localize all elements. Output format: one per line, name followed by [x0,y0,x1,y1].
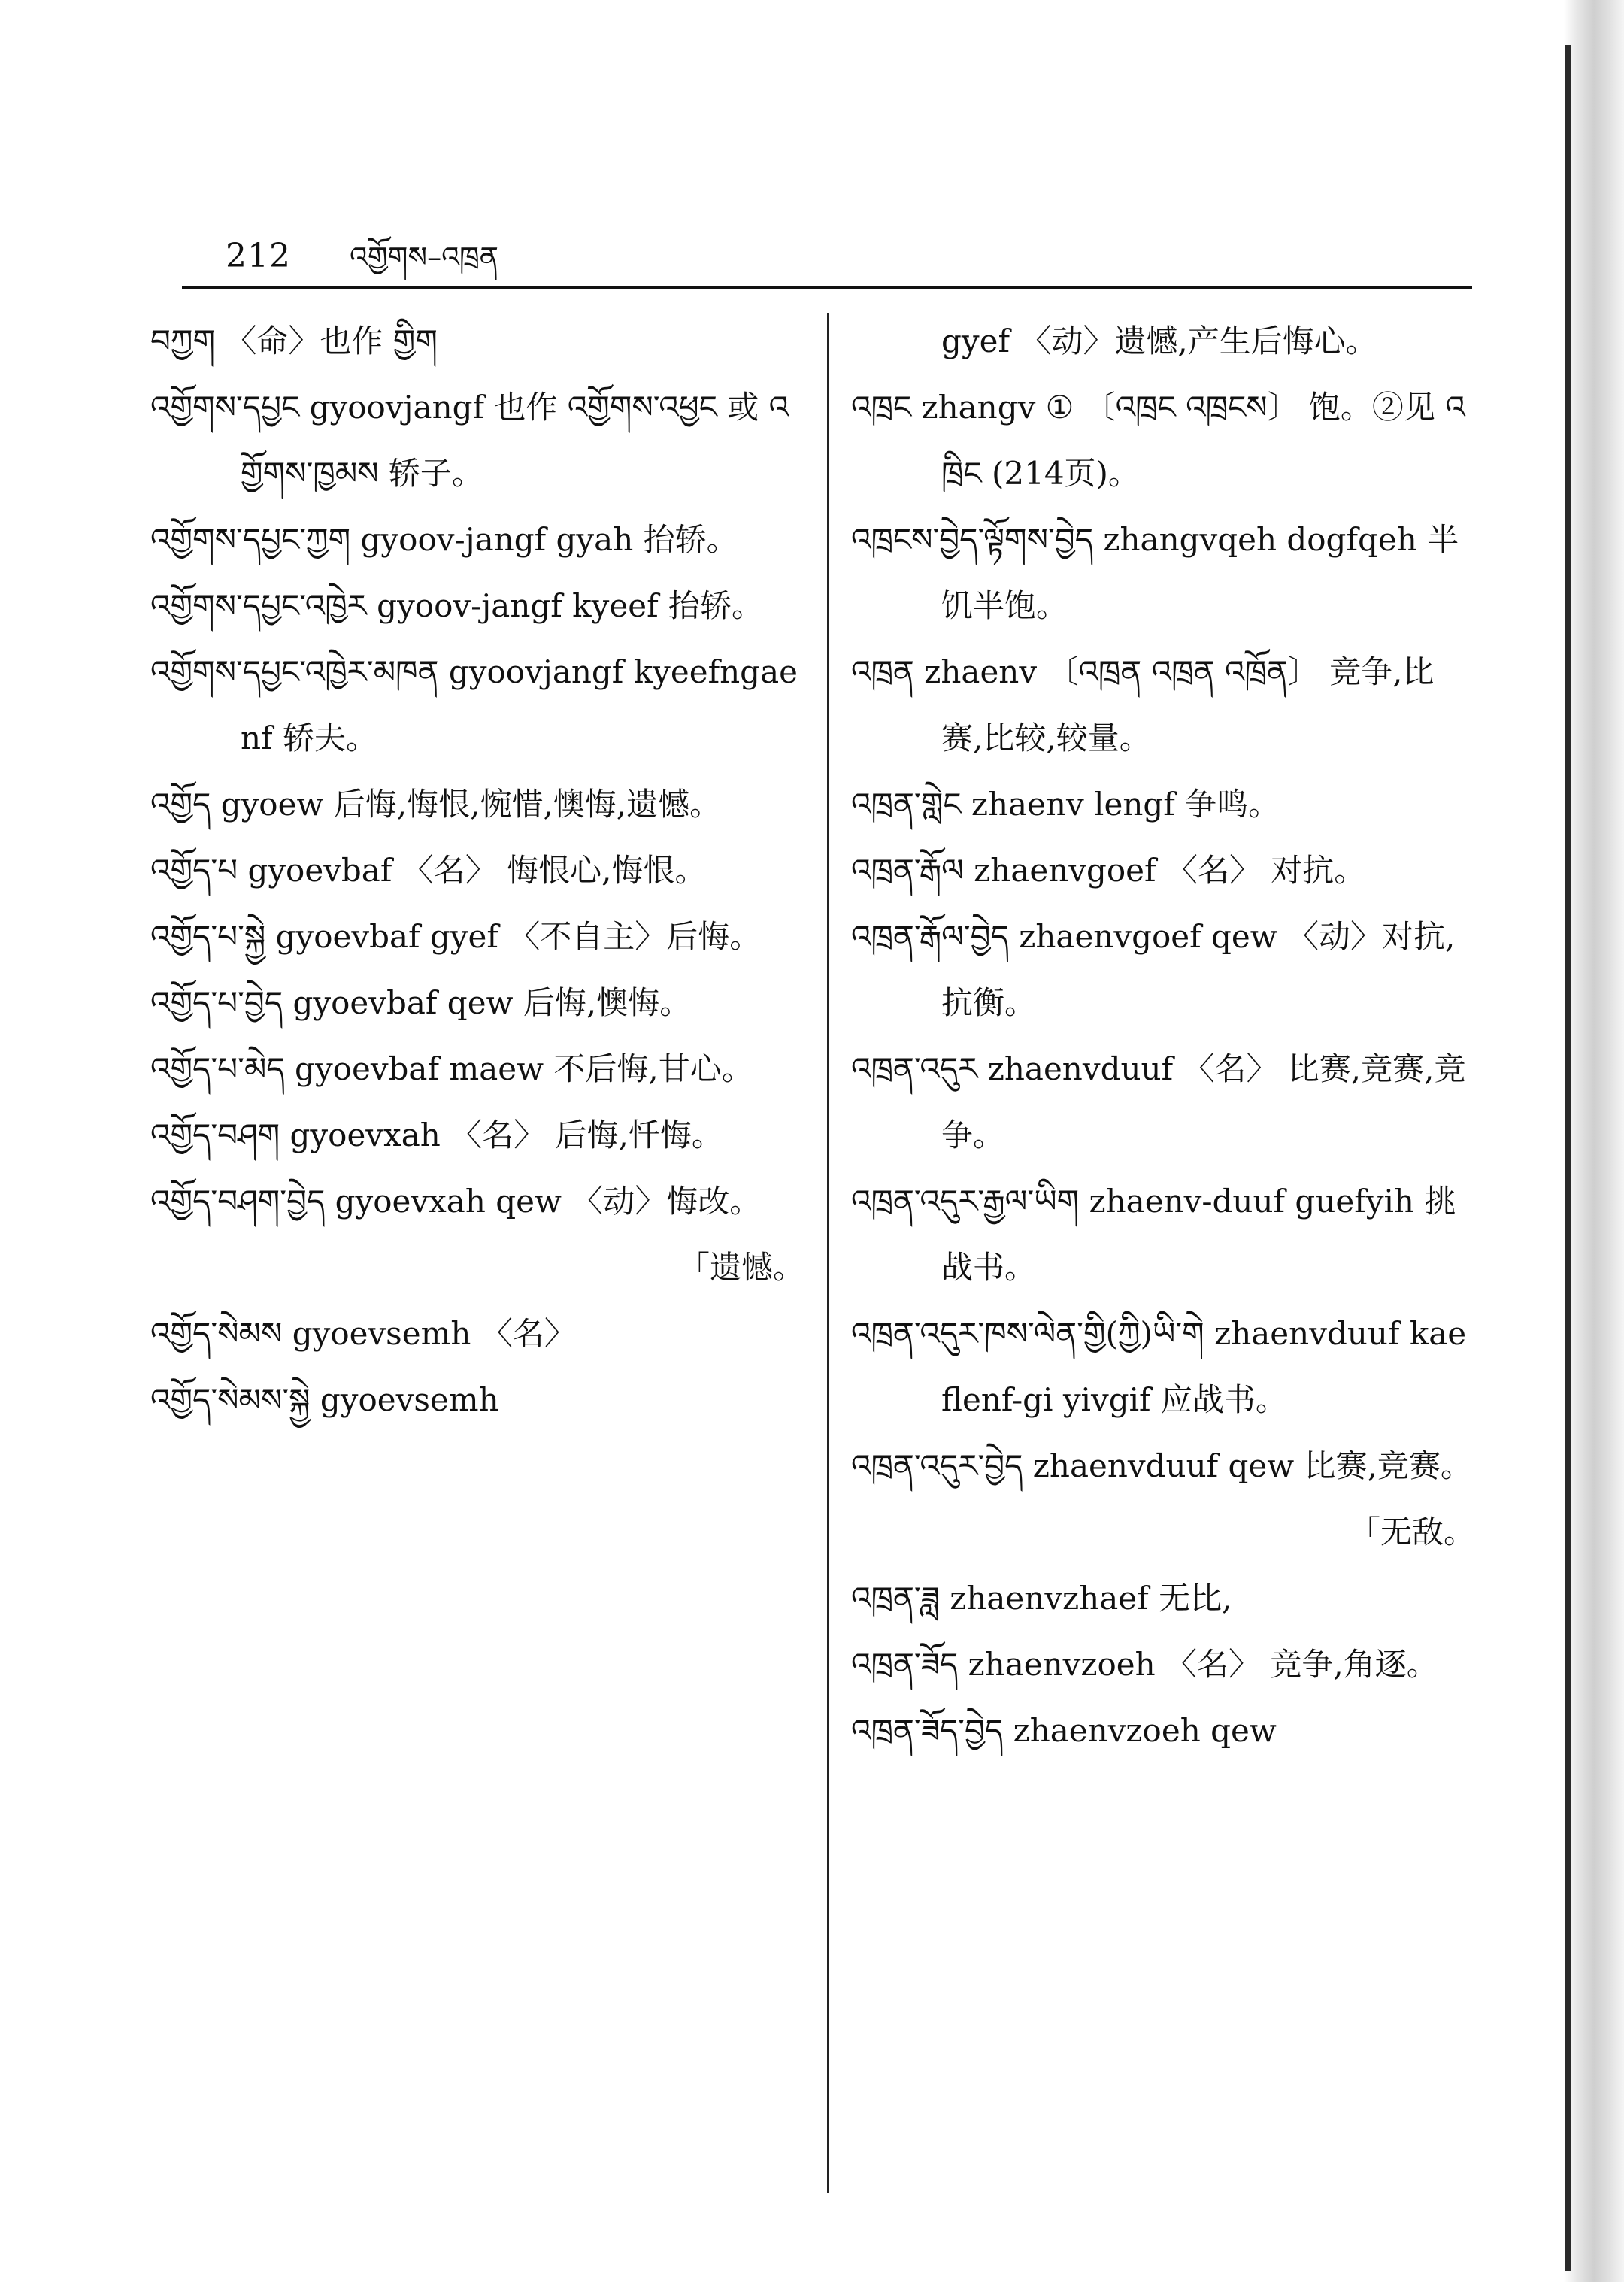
entry: འཁྲན zhaenv 〔འཁྲན འཁྲན འཁྲོན〕 竞争,比赛,比较,较量。 [851,653,1435,756]
overflow-note: 「遗憾。 [677,1249,804,1286]
page-number: 212 [226,237,291,275]
entry: འགྱོད་བཤག gyoevxah 〈名〉 后悔,忏悔。 [150,1117,723,1153]
spine-edge-line [1565,45,1571,2271]
entry-continuation: gyef 〈动〉遗憾,产生后悔心。 [941,323,1377,359]
entry: འགྱོད་པ gyoevbaf 〈名〉 悔恨心,悔恨。 [150,852,707,889]
entry: འཁྲན་འདུར་བྱེད zhaenvduuf qew 比赛,竞赛。 [851,1447,1472,1484]
entry: འཁྲང zhangv ① 〔འཁྲང འཁྲངས〕 饱。②见 འཁྲིང (214页)。 [851,389,1465,492]
entry: བཀྱག 〈命〉也作 གྱིག [150,323,438,359]
entry: འགྱོགས་དཔྱང་འཁྱེར gyoov-jangf kyeef 抬轿。 [150,587,763,624]
entry: འཁྲན་འདུར་རྒྱལ་ཡིག zhaenv-duuf guefyih 挑战书。 [851,1183,1456,1286]
entry: འཁྲན་ཟོད་བྱེད zhaenvzoeh qew [851,1712,1277,1749]
entry: འཁྲན་འདུར་ཁས་ལེན་གྱི(ཀྱི)ཡི་གེ zhaenvduuf kaeflenf-gi yivgif 应战书。 [851,1315,1467,1418]
overflow-note: 「无敌。 [1348,1514,1475,1550]
entry: འཁྲངས་བྱེད་ལྟོགས་བྱེད zhangvqeh dogfqeh 半饥半饱。 [851,521,1459,624]
entry: འགྱོགས་དཔྱང gyoovjangf 也作 འགྱོགས་འཕྱང 或 འགྱོགས་ཁྱམས 轿子。 [150,389,789,492]
entry: འགྱོད gyoew 后悔,悔恨,惋惜,懊悔,遗憾。 [150,786,722,823]
right-column [851,308,1475,1764]
running-head: འགྱོགས–འཁྲན [349,241,498,274]
entry: འགྱོད་པ་བྱེད gyoevbaf qew 后悔,懊悔。 [150,984,692,1021]
page-header [226,226,498,278]
left-column [150,308,804,1433]
header-rule [182,286,1472,289]
entry: འགྱོད་སེམས་སྐྱེ gyoevsemh [150,1381,499,1418]
column-divider [827,313,829,2193]
entry: འགྱོད་པ་སྐྱེ gyoevbaf gyef 〈不自主〉后悔。 [150,918,762,955]
entry: འཁྲན་རྒོལ་བྱེད zhaenvgoef qew 〈动〉对抗,抗衡。 [851,918,1456,1021]
entry: འགྱོད་པ་མེད gyoevbaf maew 不后悔,甘心。 [150,1050,753,1087]
entry: འགྱོགས་དཔྱང་འཁྱེར་མཁན gyoovjangf kyeefngaenf 轿夫。 [150,653,798,756]
entry: འགྱོགས་དཔྱང་ཀྱག gyoov-jangf gyah 抬轿。 [150,521,738,558]
entry: འཁྲན་ཟླ zhaenvzhaef 无比, [851,1580,1232,1617]
book-spine-shadow [1564,0,1624,2282]
entry: འགྱོད་བཤག་བྱེད gyoevxah qew 〈动〉悔改。 [150,1183,762,1220]
entry: འཁྲན་ཟོད zhaenvzoeh 〈名〉 竞争,角逐。 [851,1646,1438,1683]
entry: འཁྲན་རྒོལ zhaenvgoef 〈名〉 对抗。 [851,852,1366,889]
entry: འགྱོད་སེམས gyoevsemh 〈名〉 [150,1315,576,1352]
entry: འཁྲན་འདུར zhaenvduuf 〈名〉 比赛,竞赛,竞争。 [851,1050,1466,1153]
entry: འཁྲན་གླེང zhaenv lengf 争鸣。 [851,786,1280,823]
